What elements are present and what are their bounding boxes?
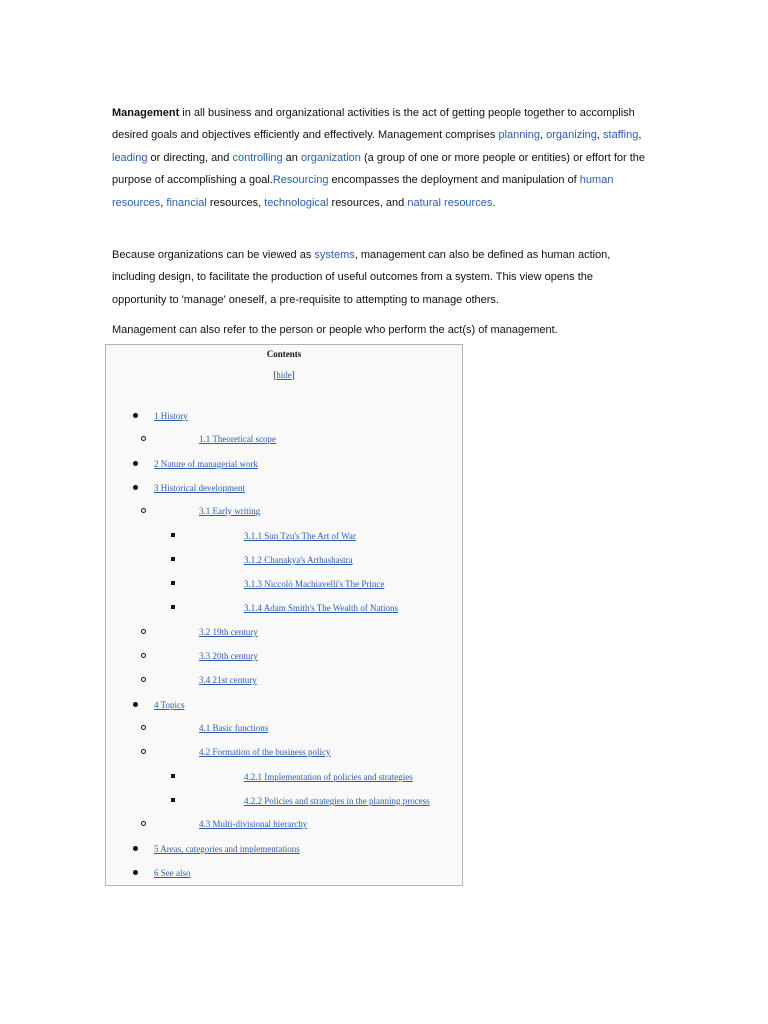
toc-link[interactable]: 6 See also [154, 868, 191, 878]
toc-bullet-icon [141, 749, 146, 754]
link-organization[interactable]: organization [300, 151, 361, 164]
link-systems[interactable]: systems [314, 249, 355, 261]
toc-bullet-icon [141, 629, 146, 634]
toc-link[interactable]: 2 Nature of managerial work [154, 459, 258, 469]
toc-entry [199, 433, 276, 445]
toc-hide-link[interactable]: hide [276, 370, 292, 380]
toc-entry [199, 722, 268, 734]
toc-bullet-icon [171, 581, 175, 585]
toc-link[interactable]: 3.1.2 Chanakya's Arthashastra [244, 555, 353, 565]
intro-text: (a group of one or more people or entities) or effort for the purpose of accomplishing a goal. [112, 151, 646, 187]
toc-entry [154, 458, 258, 470]
toc-entry [244, 602, 398, 614]
toc-bullet-icon [133, 413, 138, 418]
toc-bullet-icon [133, 846, 138, 851]
toc-bullet-icon [141, 508, 146, 513]
toc-link[interactable]: 3.2 19th century [199, 627, 258, 637]
toc-bullet-icon [141, 821, 146, 826]
toc-entry [244, 554, 353, 566]
table-of-contents [105, 344, 463, 886]
toc-entry [199, 746, 331, 758]
toc-entry [244, 795, 430, 807]
toc-link[interactable]: 3 Historical development [154, 483, 245, 493]
toc-link[interactable]: 3.1.3 Niccolò Machiavelli's The Prince [244, 579, 385, 589]
link-planning[interactable]: planning [498, 129, 541, 142]
toc-link[interactable]: 3.3 20th century [199, 651, 258, 661]
intro-text: resources, [206, 196, 265, 209]
toc-link[interactable]: 3.1.1 Sun Tzu's The Art of War [244, 531, 356, 541]
intro-text: . [492, 196, 496, 209]
link-organizing[interactable]: organizing [546, 129, 597, 142]
toc-hide-toggle [106, 370, 462, 380]
link-financial[interactable]: financial [166, 196, 207, 209]
toc-bullet-icon [171, 557, 175, 561]
toc-entry [244, 530, 356, 542]
term-management: Management [112, 107, 180, 119]
toc-link[interactable]: 4.2 Formation of the business policy [199, 747, 331, 757]
toc-entry [199, 650, 258, 662]
toc-bullet-icon [141, 436, 146, 441]
toc-link[interactable]: 3.1 Early writing [199, 506, 261, 516]
intro-paragraph [112, 102, 647, 214]
bracket-open: [ [273, 370, 277, 380]
toc-entry [154, 482, 245, 494]
toc-bullet-icon [141, 677, 146, 682]
toc-link[interactable]: 3.1.4 Adam Smith's The Wealth of Nations [244, 603, 399, 613]
toc-entry [244, 771, 413, 783]
comma: , [638, 129, 642, 142]
toc-bullet-icon [171, 774, 175, 778]
toc-entry [154, 410, 188, 422]
toc-bullet-icon [141, 653, 146, 658]
toc-entry [199, 505, 260, 517]
toc-bullet-icon [133, 485, 138, 490]
toc-link[interactable]: 4 Topics [154, 700, 185, 710]
toc-bullet-icon [133, 461, 138, 466]
toc-link[interactable]: 1 History [154, 411, 188, 421]
toc-entry [244, 578, 384, 590]
toc-entry [199, 674, 257, 686]
link-technological[interactable]: technological [264, 196, 329, 209]
link-staffing[interactable]: staffing [603, 129, 639, 142]
toc-bullet-icon [133, 870, 138, 875]
person-paragraph: Management can also refer to the person or people who perform the act(s) of management. [112, 324, 558, 336]
toc-entry [154, 867, 191, 879]
toc-link[interactable]: 4.3 Multi-divisional hierarchy [199, 819, 308, 829]
toc-link[interactable]: 5 Areas, categories and implementations [154, 844, 300, 854]
intro-text: encompasses the deployment and manipulation of [328, 174, 580, 187]
intro-text: or directing, and [147, 151, 233, 164]
systems-text: Because organizations can be viewed as [112, 249, 315, 261]
toc-link[interactable]: 3.4 21st century [199, 675, 257, 685]
toc-bullet-icon [171, 533, 175, 537]
toc-entry [199, 626, 258, 638]
toc-entry [154, 699, 184, 711]
link-natural-resources[interactable]: natural resources [407, 196, 493, 209]
toc-title: Contents [266, 349, 302, 359]
toc-link[interactable]: 4.2.2 Policies and strategies in the planning process [244, 796, 430, 806]
systems-paragraph [112, 244, 647, 311]
link-human-resources[interactable]: human resources [112, 174, 614, 209]
toc-bullet-icon [171, 798, 175, 802]
comma: , [540, 129, 547, 142]
comma: , [596, 129, 604, 142]
intro-text: in all business and organizational activities is the act of getting people together to accomplish desired goals and objectives efficiently and effectively. Management comprises [112, 107, 635, 142]
toc-bullet-icon [141, 725, 146, 730]
link-resourcing[interactable]: Resourcing [272, 174, 329, 187]
systems-text: , management can also be defined as human action, including design, to facilitate the production of useful outcomes from a system. This view opens the opportunity to 'manage' oneself, a pre-requisite to attempting to manage others. [112, 249, 611, 306]
intro-text: an [282, 151, 301, 164]
toc-entry [154, 843, 300, 855]
toc-link[interactable]: 4.1 Basic functions [199, 723, 269, 733]
toc-bullet-icon [171, 605, 175, 609]
link-controlling[interactable]: controlling [232, 151, 283, 164]
comma: , [160, 196, 167, 209]
toc-entry [199, 818, 307, 830]
bracket-close: ] [291, 370, 295, 380]
toc-link[interactable]: 1.1 Theoretical scope [199, 434, 277, 444]
link-leading[interactable]: leading [112, 151, 148, 164]
intro-text: resources, and [328, 196, 408, 209]
toc-bullet-icon [133, 702, 138, 707]
toc-link[interactable]: 4.2.1 Implementation of policies and strategies [244, 772, 413, 782]
